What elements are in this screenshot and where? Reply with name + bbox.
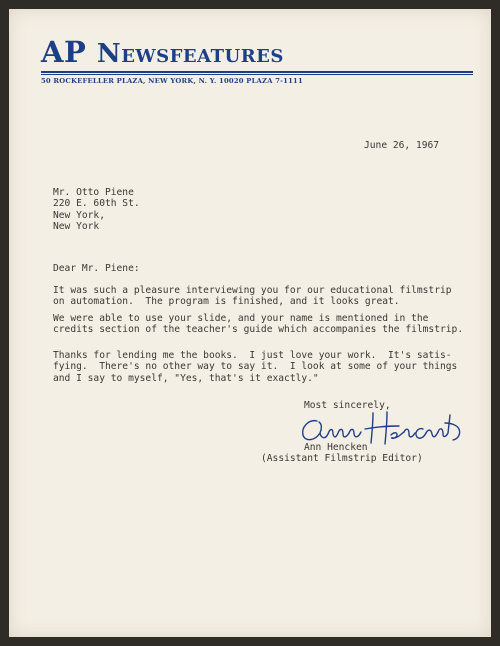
recipient-line: 220 E. 60th St. (53, 198, 140, 210)
paragraph-line: Thanks for lending me the books. I just love your work. It's satis- (53, 350, 452, 361)
letterhead-address: 50 ROCKEFELLER PLAZA, NEW YORK, N. Y. 10020 PLAZA 7-1111 (41, 77, 303, 85)
paragraph-line: It was such a pleasure interviewing you for our educational filmstrip (53, 285, 452, 296)
paragraph-line: and I say to myself, "Yes, that's it exactly." (53, 372, 319, 384)
letter-date: June 26, 1967 (364, 140, 440, 151)
letterhead-rule-thick (41, 71, 473, 73)
recipient-line: New York, (53, 209, 105, 221)
paragraph-line: on automation. The program is finished, and it looks great. (53, 296, 400, 308)
letter-page (9, 9, 491, 637)
body-paragraph-2 (53, 313, 463, 336)
body-paragraph-3 (53, 350, 457, 384)
signer-name: Ann Hencken (304, 442, 368, 453)
letterhead-title (41, 35, 284, 71)
letterhead-title-rest: Newsfeatures (96, 39, 284, 69)
signer-title: (Assistant Filmstrip Editor) (261, 453, 423, 464)
letterhead-title-initial: AP (41, 35, 87, 69)
letterhead-rule-thin (41, 74, 473, 75)
recipient-address (53, 187, 140, 233)
closing: Most sincerely, (304, 400, 391, 411)
body-paragraph-1 (53, 285, 452, 308)
paragraph-line: credits section of the teacher's guide which accompanies the filmstrip. (53, 324, 464, 336)
paragraph-line: We were able to use your slide, and your name is mentioned in the (53, 313, 429, 324)
salutation: Dear Mr. Piene: (53, 263, 140, 274)
recipient-line: New York (53, 221, 100, 233)
recipient-line: Mr. Otto Piene (53, 187, 134, 198)
paragraph-line: fying. There's no other way to say it. I look at some of your things (53, 361, 458, 373)
